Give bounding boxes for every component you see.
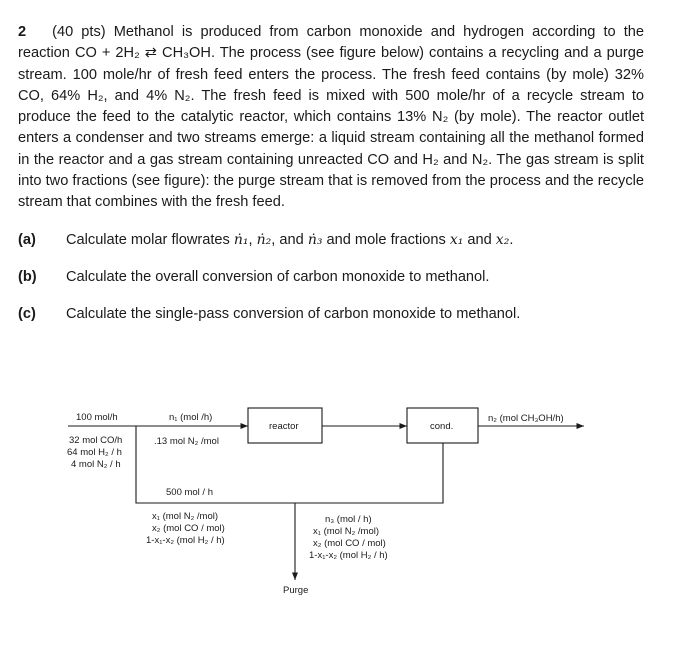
recycle-comp-x2: x₂ (mol CO / mol) [152, 523, 225, 534]
feed-h2-label: 64 mol H₂ / h [67, 447, 122, 458]
feed-co-label: 32 mol CO/h [69, 435, 123, 446]
condenser-label: cond. [430, 421, 454, 432]
n2-symbol: ṅ₂ [256, 232, 272, 248]
part-b-text: Calculate the overall conversion of carbon monoxide to methanol. [66, 269, 490, 285]
purge-n3-label: n₃ (mol / h) [325, 514, 372, 525]
purge-label: Purge [283, 585, 309, 596]
gas-stream-line [295, 443, 443, 503]
purge-comp-x1: x₁ (mol N₂ /mol) [313, 526, 380, 537]
part-c-text: Calculate the single-pass conversion of carbon monoxide to methanol. [66, 306, 521, 322]
n1-label: n₁ (mol /h) [169, 412, 213, 423]
x2-symbol: x₂ [495, 232, 510, 248]
feed-flow-label: 100 mol/h [76, 412, 118, 423]
problem-text-b: CH₃OH. The process (see figure below) contains a recycling and a purge stream. 100 mole/hr of fresh feed enters the process. The fresh feed contains (by mole) 32% CO, 64% H₂, and 4% N₂. The fresh feed is mixed with 500 mole/hr of a recycle stream to produce the feed to the catalytic reactor, which contains 13% N₂ (by mole). The reactor outlet enters a condenser and two streams emerge: a liquid stream containing all the methanol formed in the reactor and a gas stream containing unreacted CO and H₂ and N₂. The gas stream is split into two fractions (see figure): the purge stream that is removed from the process and the recycle stream that combines with the fresh feed. [18, 45, 644, 211]
feed-n2-label: 4 mol N₂ / h [71, 459, 121, 470]
n3-symbol: ṅ₃ [307, 232, 323, 248]
equilibrium-arrow-icon: ⇄ [144, 45, 157, 62]
purge-comp-h2: 1-x₁-x₂ (mol H₂ / h) [309, 550, 388, 561]
n2-label: n₂ (mol CH₃OH/h) [488, 413, 564, 424]
recycle-flow-label: 500 mol / h [166, 487, 213, 498]
problem-number: 2 [18, 24, 27, 40]
reactor-label: reactor [269, 421, 299, 432]
recycle-comp-h2: 1-x₁-x₂ (mol H₂ / h) [146, 535, 225, 546]
part-a-text: Calculate molar flowrates ṅ₁, ṅ₂, and ṅ₃ and mole fractions x₁ and x₂. [66, 232, 514, 248]
n1-symbol: ṅ₁ [233, 232, 249, 248]
x1-symbol: x₁ [449, 232, 464, 248]
problem-points: (40 pts) [52, 24, 106, 40]
part-b-label: (b) [18, 269, 37, 285]
part-a-label: (a) [18, 232, 36, 248]
part-c-label: (c) [18, 306, 36, 322]
problem-text-a: Methanol is produced from carbon monoxide and hydrogen according to the reaction CO + 2H₂ [18, 24, 644, 62]
recycle-comp-x1: x₁ (mol N₂ /mol) [152, 511, 219, 522]
n1-composition: .13 mol N₂ /mol [154, 436, 219, 447]
purge-comp-x2: x₂ (mol CO / mol) [313, 538, 386, 549]
